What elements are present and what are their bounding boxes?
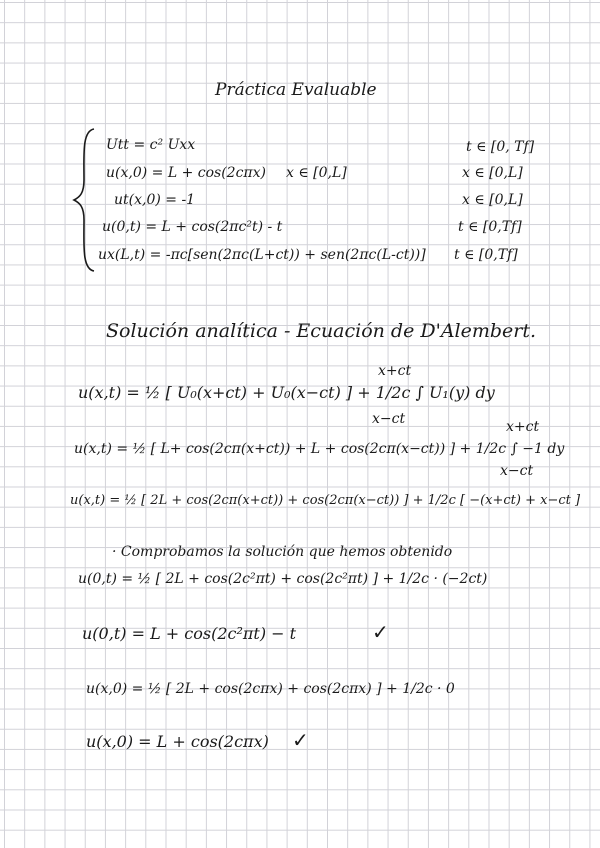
verification-note: · Comprobamos la solución que hemos obtenido — [112, 544, 453, 560]
integral-lower-limit-2: x−ct — [500, 463, 534, 479]
system-domain-5: t ∈ [0,Tf] — [454, 247, 518, 263]
left-brace — [70, 125, 100, 275]
section-heading: Solución analítica - Ecuación de D'Alembert. — [106, 320, 537, 342]
system-domain-1: t ∈ [0, Tf] — [466, 139, 535, 155]
formula-3: u(x,t) = ½ [ 2L + cos(2cπ(x+ct)) + cos(2cπ(x−ct)) ] + 1/2c [ −(x+ct) + x−ct ] — [70, 493, 581, 508]
check-mark-2: ✓ — [292, 728, 309, 752]
formula-2: u(x,t) = ½ [ L+ cos(2cπ(x+ct)) + L + cos(2cπ(x−ct)) ] + 1/2c ∫ −1 dy — [74, 441, 565, 457]
system-domain-3: x ∈ [0,L] — [462, 192, 523, 208]
integral-lower-limit-1: x−ct — [372, 411, 406, 427]
system-eq-3: ut(x,0) = -1 — [114, 192, 196, 208]
system-middle-domain-2: x ∈ [0,L] — [286, 165, 347, 181]
check-ux0-result: u(x,0) = L + cos(2cπx) — [86, 732, 269, 751]
system-eq-1: Utt = c² Uxx — [106, 137, 196, 153]
check-mark-1: ✓ — [372, 620, 389, 644]
system-domain-4: t ∈ [0,Tf] — [458, 219, 522, 235]
check-ux0-expanded: u(x,0) = ½ [ 2L + cos(2cπx) + cos(2cπx) ] + 1/2c · 0 — [86, 681, 455, 697]
system-eq-5: ux(L,t) = -πc[sen(2πc(L+ct)) + sen(2πc(L-ct))] — [98, 247, 426, 263]
system-domain-2: x ∈ [0,L] — [462, 165, 523, 181]
system-eq-2: u(x,0) = L + cos(2cπx) — [106, 165, 266, 181]
formula-1: u(x,t) = ½ [ U₀(x+ct) + U₀(x−ct) ] + 1/2c ∫ U₁(y) dy — [78, 383, 495, 402]
integral-upper-limit-1: x+ct — [378, 363, 412, 379]
system-eq-4: u(0,t) = L + cos(2πc²t) - t — [102, 219, 283, 235]
page-title: Práctica Evaluable — [215, 80, 377, 100]
check-u0t-expanded: u(0,t) = ½ [ 2L + cos(2c²πt) + cos(2c²πt) ] + 1/2c · (−2ct) — [78, 571, 488, 587]
integral-upper-limit-2: x+ct — [506, 419, 540, 435]
check-u0t-result: u(0,t) = L + cos(2c²πt) − t — [82, 624, 297, 643]
